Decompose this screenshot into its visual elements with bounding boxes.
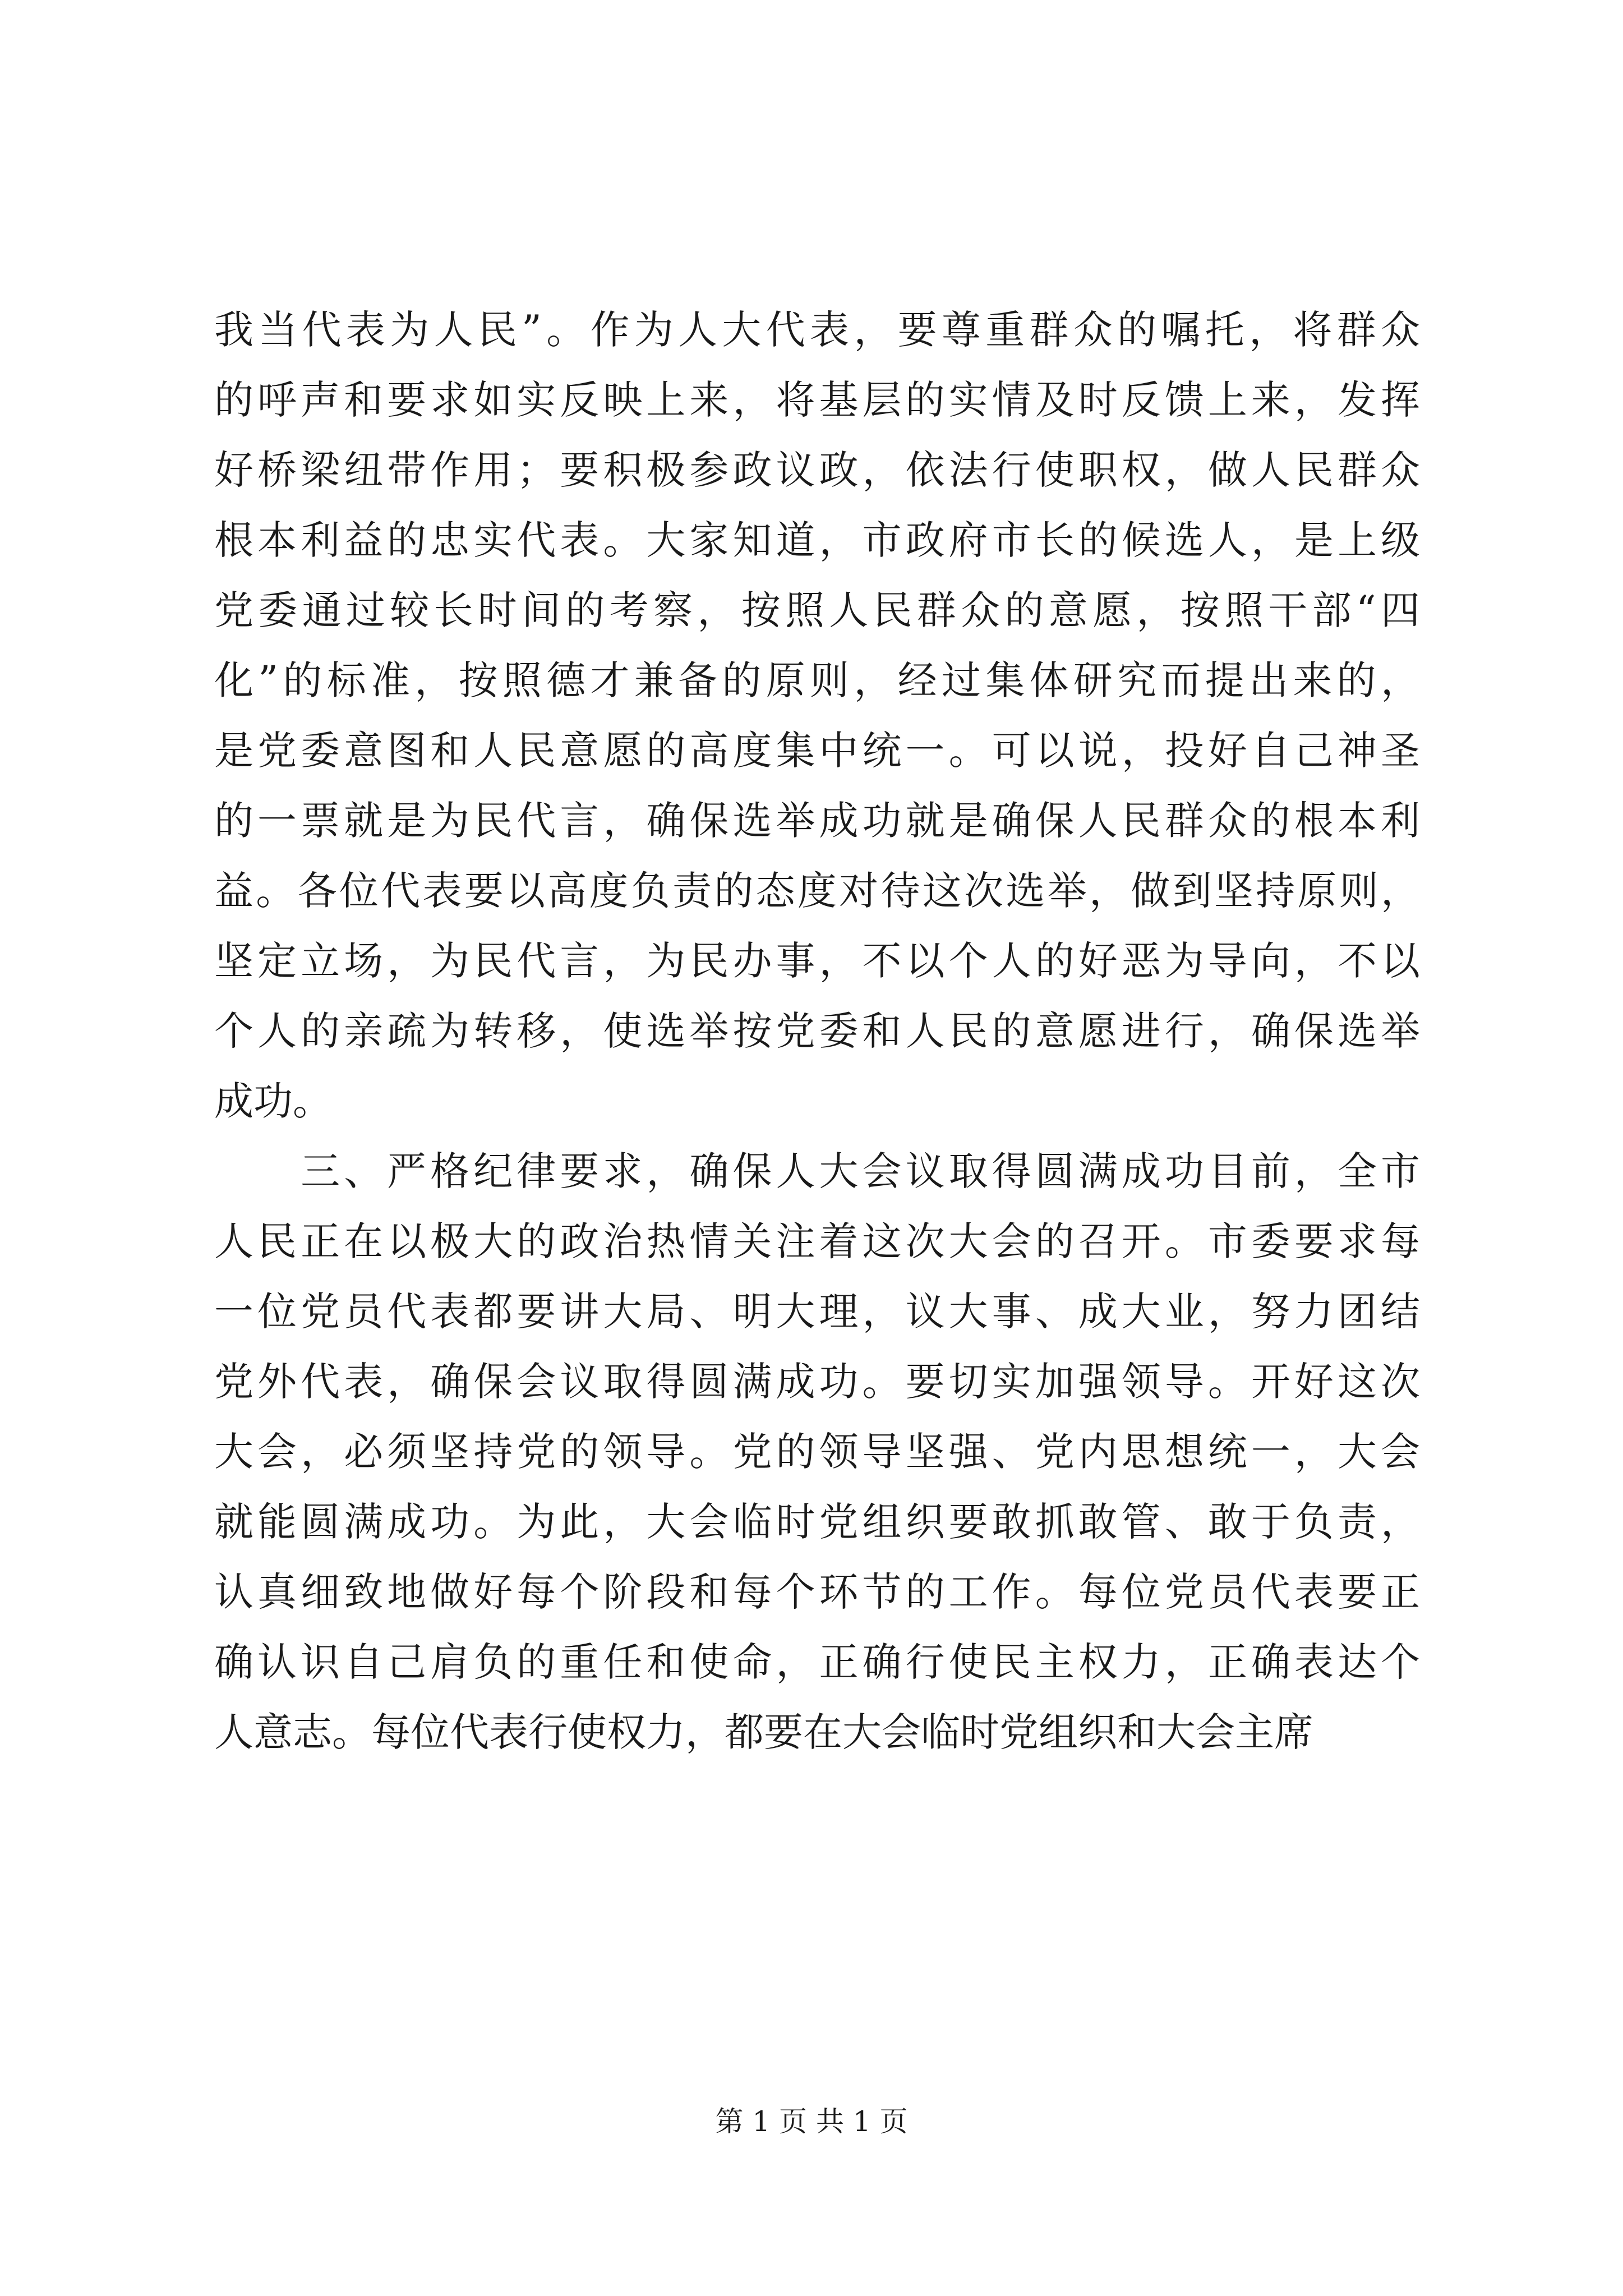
text-line: 一位党员代表都要讲大局、明大理，议大事、成大业，努力团结	[214, 1289, 1424, 1335]
text-line: 益。各位代表要以高度负责的态度对待这次选举，做到坚持原则，	[214, 868, 1423, 914]
text-line: 根本利益的忠实代表。大家知道，市政府市长的候选人，是上级	[214, 517, 1424, 563]
text-line: 大会，必须坚持党的领导。党的领导坚强、党内思想统一，大会	[214, 1429, 1424, 1475]
text-line: 成功。	[214, 1078, 332, 1124]
text-line: 我当代表为人民”。作为人大代表，要尊重群众的嘱托，将群众	[214, 307, 1425, 353]
text-line: 党外代表，确保会议取得圆满成功。要切实加强领导。开好这次	[214, 1359, 1424, 1405]
text-line: 就能圆满成功。为此，大会临时党组织要敢抓敢管、敢于负责，	[214, 1499, 1424, 1545]
text-line: 化”的标准，按照德才兼备的原则，经过集体研究而提出来的，	[214, 657, 1425, 703]
text-line: 人意志。每位代表行使权力，都要在大会临时党组织和大会主席	[214, 1709, 1313, 1755]
text-line: 好桥梁纽带作用；要积极参政议政，依法行使职权，做人民群众	[214, 447, 1424, 493]
text-line: 认真细致地做好每个阶段和每个环节的工作。每位党员代表要正	[214, 1569, 1424, 1615]
page-number-footer: 第 1 页 共 1 页	[715, 2105, 908, 2138]
text-line: 确认识自己肩负的重任和使命，正确行使民主权力，正确表达个	[214, 1639, 1424, 1685]
text-line: 党委通过较长时间的考察，按照人民群众的意愿，按照干部“四	[214, 587, 1425, 633]
text-line: 的一票就是为民代言，确保选举成功就是确保人民群众的根本利	[214, 798, 1424, 844]
text-line: 人民正在以极大的政治热情关注着这次大会的召开。市委要求每	[214, 1218, 1424, 1264]
text-line: 的呼声和要求如实反映上来，将基层的实情及时反馈上来，发挥	[214, 377, 1424, 423]
text-line: 是党委意图和人民意愿的高度集中统一。可以说，投好自己神圣	[214, 728, 1424, 774]
text-line: 坚定立场，为民代言，为民办事，不以个人的好恶为导向，不以	[214, 938, 1424, 984]
text-line: 三、严格纪律要求，确保人大会议取得圆满成功目前，全市	[214, 1148, 1424, 1194]
text-line: 个人的亲疏为转移，使选举按党委和人民的意愿进行，确保选举	[214, 1008, 1424, 1054]
